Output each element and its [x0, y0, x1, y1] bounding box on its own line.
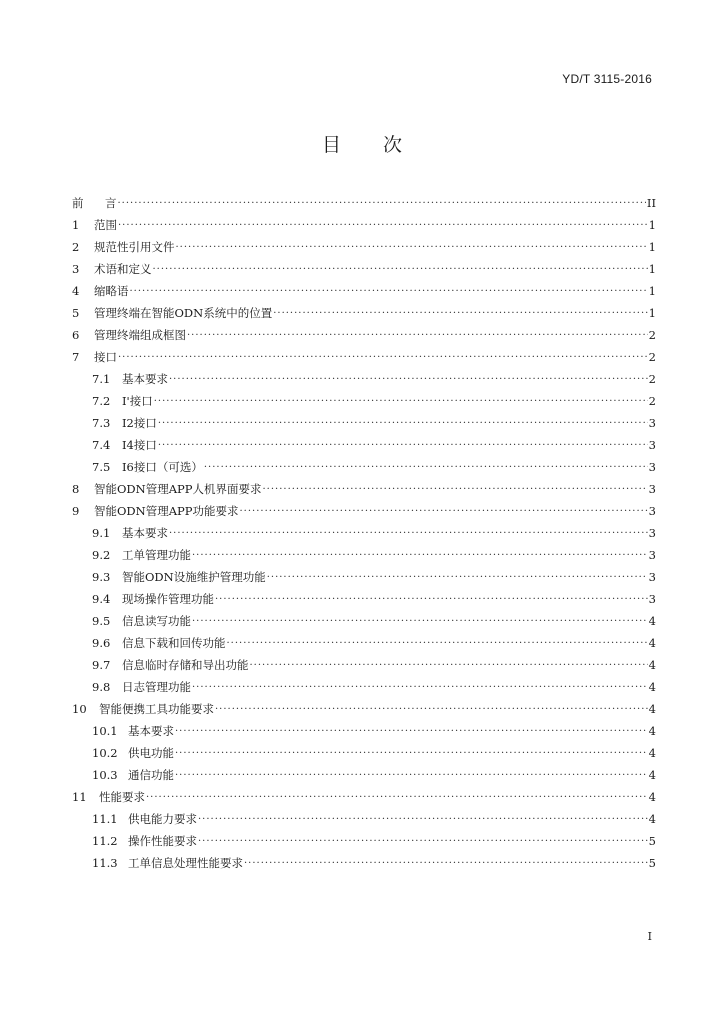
- toc-entry-title: 范围: [94, 218, 117, 232]
- toc-subentry[interactable]: [72, 852, 656, 874]
- toc-entry-number: 10.3: [92, 768, 118, 782]
- toc-dot-leader: [204, 462, 648, 473]
- toc-entry-page: 2: [648, 328, 656, 342]
- toc-dot-leader: [192, 616, 648, 627]
- toc-entry-number: 7: [72, 350, 80, 364]
- toc-entry-page: 3: [648, 482, 656, 496]
- toc-dot-leader: [154, 396, 648, 407]
- toc-dot-leader: [227, 638, 648, 649]
- toc-entry-title: 性能要求: [99, 790, 145, 804]
- toc-subentry[interactable]: [72, 390, 656, 412]
- toc-dot-leader: [175, 770, 648, 781]
- toc-subentry[interactable]: [72, 588, 656, 610]
- toc-entry-number: 10.2: [92, 746, 118, 760]
- toc-subentry[interactable]: [72, 808, 656, 830]
- toc-entry-number: 11: [72, 790, 87, 804]
- toc-entry[interactable]: [72, 258, 656, 280]
- toc-entry-title: 信息下载和回传功能: [122, 636, 226, 650]
- toc-dot-leader: [240, 506, 648, 517]
- toc-entry-title: 日志管理功能: [122, 680, 191, 694]
- toc-entry-page: 4: [648, 790, 656, 804]
- toc-dot-leader: [244, 858, 648, 869]
- toc-subentry[interactable]: [72, 610, 656, 632]
- toc-entry-title: 现场操作管理功能: [122, 592, 214, 606]
- toc-entry-number: 10: [72, 702, 87, 716]
- toc-dot-leader: [273, 308, 647, 319]
- toc-entry-page: 3: [648, 526, 656, 540]
- toc-entry-title: 工单信息处理性能要求: [128, 856, 243, 870]
- toc-dot-leader: [158, 440, 648, 451]
- toc-dot-leader: [118, 198, 646, 209]
- toc-dot-leader: [175, 726, 648, 737]
- toc-entry[interactable]: [72, 698, 656, 720]
- toc-entry-title: 供电能力要求: [128, 812, 197, 826]
- toc-entry-title: 智能ODN管理APP功能要求: [94, 504, 239, 518]
- standard-code: YD/T 3115-2016: [562, 72, 652, 86]
- toc-entry[interactable]: [72, 280, 656, 302]
- toc-entry-page: 1: [648, 262, 656, 276]
- toc-subentry[interactable]: [72, 434, 656, 456]
- toc-entry-title: 管理终端组成框图: [94, 328, 186, 342]
- toc-entry-title: I4接口: [122, 438, 157, 452]
- toc-entry-number: 7.2: [92, 394, 111, 408]
- toc-subentry[interactable]: [72, 676, 656, 698]
- toc-subentry[interactable]: [72, 720, 656, 742]
- toc-list: [72, 192, 656, 874]
- toc-entry-page: II: [646, 196, 656, 210]
- toc-entry-title: 接口: [94, 350, 117, 364]
- toc-entry-page: 2: [648, 372, 656, 386]
- toc-subentry[interactable]: [72, 742, 656, 764]
- toc-entry[interactable]: [72, 346, 656, 368]
- toc-entry-page: 3: [648, 504, 656, 518]
- toc-title-right: 次: [383, 134, 403, 156]
- toc-entry-title: 基本要求: [122, 372, 168, 386]
- toc-entry[interactable]: [72, 302, 656, 324]
- toc-entry-number: 9.2: [92, 548, 111, 562]
- toc-dot-leader: [169, 374, 648, 385]
- toc-entry-number: 11.3: [92, 856, 118, 870]
- toc-entry-page: 3: [648, 438, 656, 452]
- toc-entry-page: 4: [648, 746, 656, 760]
- toc-entry[interactable]: [72, 214, 656, 236]
- toc-entry[interactable]: [72, 500, 656, 522]
- toc-entry-number: 7.3: [92, 416, 111, 430]
- toc-entry-number: 7.4: [92, 438, 111, 452]
- toc-entry-title: 智能ODN管理APP人机界面要求: [94, 482, 262, 496]
- toc-dot-leader: [118, 220, 648, 231]
- toc-subentry[interactable]: [72, 830, 656, 852]
- toc-subentry[interactable]: [72, 522, 656, 544]
- toc-entry-number: 8: [72, 482, 80, 496]
- toc-entry-number: 9: [72, 504, 80, 518]
- toc-entry-number: 3: [72, 262, 80, 276]
- toc-dot-leader: [215, 704, 648, 715]
- toc-entry-page: 3: [648, 592, 656, 606]
- toc-dot-leader: [175, 748, 648, 759]
- toc-entry-number: 2: [72, 240, 80, 254]
- toc-dot-leader: [250, 660, 648, 671]
- toc-entry-title: 信息读写功能: [122, 614, 191, 628]
- toc-dot-leader: [192, 682, 648, 693]
- toc-entry-page: 4: [648, 702, 656, 716]
- toc-dot-leader: [169, 528, 648, 539]
- toc-entry-page: 4: [648, 812, 656, 826]
- toc-entry-number: 9.7: [92, 658, 111, 672]
- toc-subentry[interactable]: [72, 544, 656, 566]
- toc-dot-leader: [153, 264, 648, 275]
- toc-entry-number: 9.1: [92, 526, 111, 540]
- toc-dot-leader: [130, 286, 648, 297]
- toc-entry-page: 3: [648, 548, 656, 562]
- toc-entry-number: 4: [72, 284, 80, 298]
- toc-entry-page: 1: [648, 218, 656, 232]
- toc-entry-number: 前: [72, 196, 84, 210]
- toc-entry-page: 2: [648, 394, 656, 408]
- toc-entry-title: 智能ODN设施维护管理功能: [122, 570, 266, 584]
- toc-dot-leader: [215, 594, 648, 605]
- toc-entry-page: 1: [648, 306, 656, 320]
- toc-entry-page: 4: [648, 768, 656, 782]
- toc-entry-title: 管理终端在智能ODN系统中的位置: [94, 306, 273, 320]
- toc-entry-page: 4: [648, 658, 656, 672]
- toc-entry-title: 操作性能要求: [128, 834, 197, 848]
- toc-subentry[interactable]: [72, 764, 656, 786]
- toc-entry-page: 3: [648, 570, 656, 584]
- toc-dot-leader: [187, 330, 648, 341]
- toc-subentry[interactable]: [72, 566, 656, 588]
- toc-entry-title: 术语和定义: [94, 262, 152, 276]
- toc-entry-number: 6: [72, 328, 80, 342]
- toc-entry[interactable]: [72, 786, 656, 808]
- toc-dot-leader: [176, 242, 648, 253]
- toc-entry-title: 工单管理功能: [122, 548, 191, 562]
- toc-entry-number: 10.1: [92, 724, 118, 738]
- toc-subentry[interactable]: [72, 654, 656, 676]
- toc-entry[interactable]: [72, 478, 656, 500]
- toc-entry-number: 9.6: [92, 636, 111, 650]
- toc-entry-title: I'接口: [122, 394, 153, 408]
- toc-entry-page: 3: [648, 416, 656, 430]
- toc-entry-title: 缩略语: [94, 284, 129, 298]
- toc-dot-leader: [118, 352, 648, 363]
- toc-entry-title: I6接口（可选）: [122, 460, 203, 474]
- toc-entry-title: I2接口: [122, 416, 157, 430]
- toc-title-left: 目: [321, 134, 341, 156]
- toc-entry-title: 智能便携工具功能要求: [99, 702, 214, 716]
- toc-entry-title: 基本要求: [122, 526, 168, 540]
- toc-dot-leader: [198, 814, 648, 825]
- toc-entry-page: 1: [648, 240, 656, 254]
- toc-dot-leader: [198, 836, 648, 847]
- toc-dot-leader: [192, 550, 648, 561]
- toc-entry-number: 7.5: [92, 460, 111, 474]
- toc-entry-number: 1: [72, 218, 80, 232]
- toc-entry-page: 4: [648, 680, 656, 694]
- toc-entry-number: 9.8: [92, 680, 111, 694]
- toc-entry-number: 9.5: [92, 614, 111, 628]
- page-number: I: [647, 930, 652, 943]
- toc-entry-title: 信息临时存储和导出功能: [122, 658, 249, 672]
- toc-entry-page: 5: [648, 856, 656, 870]
- toc-entry-title: 供电功能: [128, 746, 174, 760]
- toc-entry-title: 通信功能: [128, 768, 174, 782]
- toc-title: [0, 130, 724, 157]
- toc-entry-number: 9.3: [92, 570, 111, 584]
- toc-dot-leader: [158, 418, 648, 429]
- toc-entry-title: 基本要求: [128, 724, 174, 738]
- toc-subentry[interactable]: [72, 412, 656, 434]
- toc-entry-number: 7.1: [92, 372, 111, 386]
- toc-entry-page: 2: [648, 350, 656, 364]
- toc-entry-page: 4: [648, 724, 656, 738]
- toc-entry-page: 3: [648, 460, 656, 474]
- toc-dot-leader: [267, 572, 648, 583]
- toc-entry[interactable]: [72, 236, 656, 258]
- toc-entry-page: 1: [648, 284, 656, 298]
- toc-subentry[interactable]: [72, 368, 656, 390]
- toc-entry-page: 4: [648, 614, 656, 628]
- toc-entry-title: 言: [105, 196, 117, 210]
- toc-entry-number: 9.4: [92, 592, 111, 606]
- toc-entry-number: 11.2: [92, 834, 118, 848]
- toc-entry[interactable]: [72, 192, 656, 214]
- toc-entry-page: 4: [648, 636, 656, 650]
- toc-subentry[interactable]: [72, 632, 656, 654]
- toc-entry-title: 规范性引用文件: [94, 240, 175, 254]
- toc-dot-leader: [146, 792, 648, 803]
- toc-entry-number: 11.1: [92, 812, 118, 826]
- toc-entry-page: 5: [648, 834, 656, 848]
- toc-entry-number: 5: [72, 306, 80, 320]
- toc-subentry[interactable]: [72, 456, 656, 478]
- toc-entry[interactable]: [72, 324, 656, 346]
- toc-dot-leader: [263, 484, 648, 495]
